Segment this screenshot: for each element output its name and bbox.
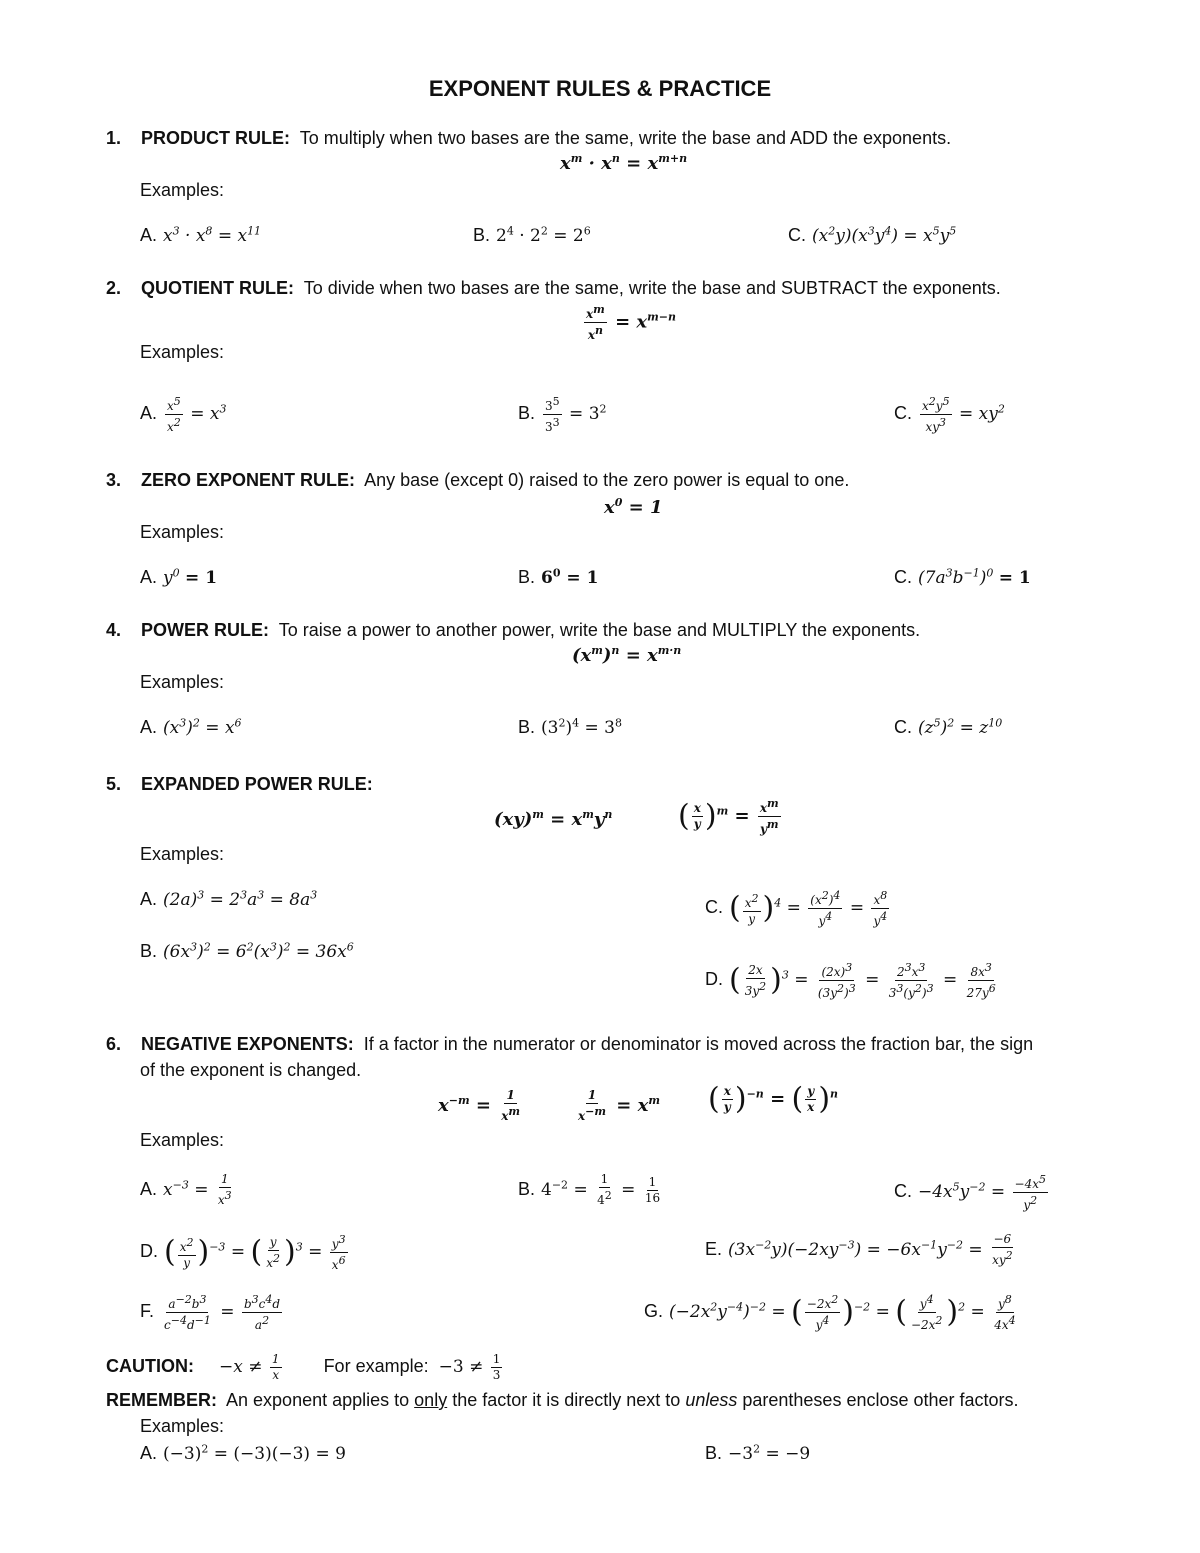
example-5d: D. ( $\frac{2x}{3y^2}$ )$^3$ = $\frac{(2x)^3}{(3y^2)^3}$ = $\frac{2^3x^3}{3^3(y^2)^3}$ = $\frac{8x^3}{27y^6}$ [705, 961, 996, 1000]
section-quotient-rule: 2. QUOTIENT RULE: To divide when two bases are the same, write the base and SUBTRACT the exponents. [106, 278, 1001, 298]
negative-formula-1: $x^{-m}$ = $\frac{1}{x^m}$ [438, 1088, 521, 1123]
section-negative-exponents: 6. NEGATIVE EXPONENTS: If a factor in the numerator or denominator is moved across the fraction bar, the sign [106, 1034, 1034, 1054]
example-6d: D. ( $\frac{x^2}{y}$ )$^{-3}$ = ( $\frac{y}{x^2}$ )$^3$ = $\frac{y^3}{x^6}$ [140, 1233, 346, 1272]
page-title: EXPONENT RULES & PRACTICE [428, 76, 772, 101]
section-power-rule: 4. POWER RULE: To raise a power to another power, write the base and MULTIPLY the exponents. [106, 620, 921, 640]
examples-label: Examples: [140, 342, 225, 362]
example-6c: C. $-4x^5y^{-2}$ = $\frac{-4x^5}{y^2}$ [894, 1173, 1047, 1212]
section-zero-exponent: 3. ZERO EXPONENT RULE: Any base (except 0) raised to the zero power is equal to one. [106, 470, 850, 490]
example-2c: C. $\frac{x^2y^5}{xy^3}$ = $xy^2$ [894, 395, 1005, 434]
negative-formula-2: $\frac{1}{x^{-m}}$ = $x^m$ [578, 1088, 661, 1123]
example-3b: B. $6^0 = 1$ [518, 566, 599, 588]
power-rule-formula: $(x^m)^n = x^{m\cdot n}$ [572, 644, 682, 666]
example-remember-b: B. $-3^2 = -9$ [705, 1442, 811, 1464]
example-6b: B. $4^{-2}$ = $\frac{1}{4^2}$ = $\frac{1}{16}$ [518, 1172, 661, 1207]
negative-formula-3: ( $\frac{x}{y}$ )$^{-n}$ = ( $\frac{y}{x}$ )$^n$ [708, 1081, 839, 1117]
examples-label: Examples: [140, 1130, 225, 1150]
expanded-power-formula-1: $(xy)^m = x^my^n$ [494, 808, 613, 830]
examples-label: Examples: [140, 1416, 225, 1436]
example-5a: A. $(2a)^3 = 2^3a^3 = 8a^3$ [140, 888, 318, 910]
remember-line: REMEMBER: An exponent applies to only the factor it is directly next to unless parentheses enclose other factors. [106, 1390, 1019, 1410]
examples-label: Examples: [140, 672, 225, 692]
example-6e: E. $(3x^{-2}y)(-2xy^{-3}) = -6x^{-1}y^{-2}$ = $\frac{-6}{xy^2}$ [705, 1232, 1013, 1267]
example-remember-a: A. $(-3)^2 = (-3)(-3) = 9$ [140, 1442, 346, 1464]
expanded-power-formula-2: ( $\frac{x}{y}$ )$^m$ = $\frac{x^m}{y^m}$ [678, 797, 779, 836]
example-3c: C. $(7a^3b^{-1})^0 = 1$ [894, 566, 1031, 588]
example-1c: C. $(x^2y)(x^3y^4) = x^5y^5$ [788, 224, 957, 246]
example-1b: B. $2^4 \cdot 2^2 = 2^6$ [473, 224, 591, 246]
example-4c: C. $(z^5)^2 = z^{10}$ [894, 716, 1003, 738]
negative-exponents-desc-continued: of the exponent is changed. [140, 1060, 362, 1080]
examples-label: Examples: [140, 522, 225, 542]
quotient-rule-formula: $\frac{x^m}{x^n}$ = $x^{m-n}$ [586, 303, 677, 342]
example-6a: A. $x^{-3}$ = $\frac{1}{x^3}$ [140, 1172, 232, 1207]
example-6g: G. $(-2x^2y^{-4})^{-2}$ = ( $\frac{-2x^2}{y^4}$ )$^{-2}$ = ( $\frac{y^4}{-2x^2}$ )$^2$ = $\frac{y^8}{4x^4}$ [644, 1293, 1016, 1332]
caution-line: CAUTION: −x ≠ $\frac{1}{x}$ For example: −3 ≠ $\frac{1}{3}$ [106, 1352, 501, 1382]
example-6f: F. $\frac{a^{-2}b^3}{c^{-4}d^{-1}}$ = $\frac{b^3c^4d}{a^2}$ [140, 1293, 281, 1332]
examples-label: Examples: [140, 180, 225, 200]
section-product-rule: 1. PRODUCT RULE: To multiply when two bases are the same, write the base and ADD the exponents. [106, 128, 952, 148]
zero-exponent-formula: $x^0 = 1$ [604, 496, 663, 518]
example-1a: A. $x^3 \cdot x^8 = x^{11}$ [140, 224, 262, 246]
example-2b: B. $\frac{3^5}{3^3}$ = $3^2$ [518, 395, 607, 434]
example-2a: A. $\frac{x^5}{x^2}$ = $x^3$ [140, 395, 227, 434]
example-5c: C. ( $\frac{x^2}{y}$ )$^4$ = $\frac{(x^2)^4}{y^4}$ = $\frac{x^8}{y^4}$ [705, 889, 888, 928]
example-4a: A. $(x^3)^2 = x^6$ [140, 716, 242, 738]
examples-label: Examples: [140, 844, 225, 864]
product-rule-formula: $x^m \cdot x^n = x^{m+n}$ [560, 152, 688, 174]
example-3a: A. $y^0 = 1$ [140, 566, 218, 588]
section-expanded-power: 5. EXPANDED POWER RULE: [106, 774, 373, 794]
example-4b: B. $(3^2)^4 = 3^8$ [518, 716, 622, 738]
example-5b: B. $(6x^3)^2 = 6^2(x^3)^2 = 36x^6$ [140, 940, 354, 962]
